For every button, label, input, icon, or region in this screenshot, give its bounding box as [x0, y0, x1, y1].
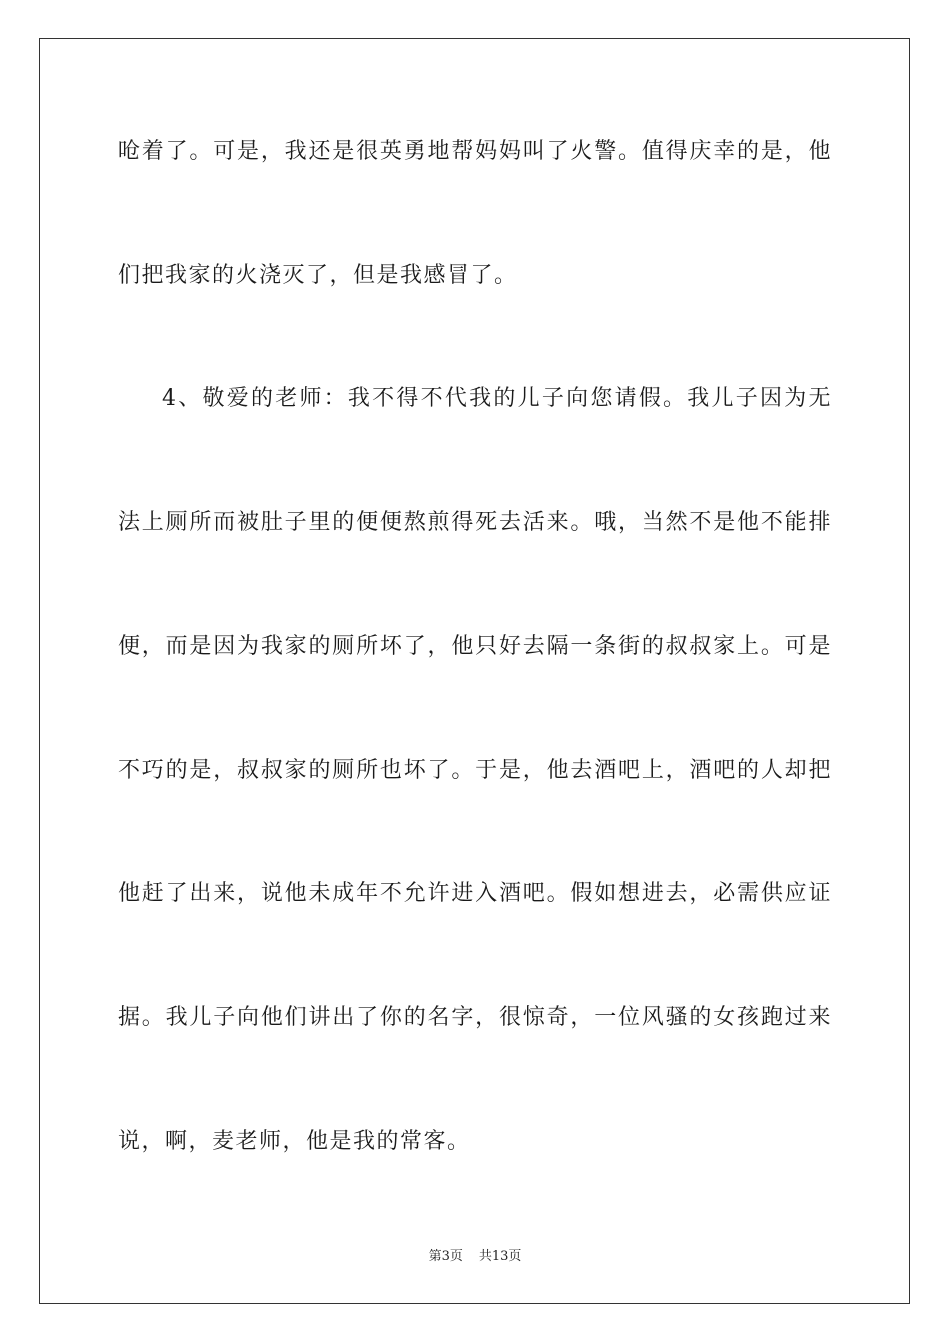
page-frame: [39, 38, 910, 1304]
page-total: 共13页: [478, 1249, 522, 1264]
text-line: 便，而是因为我家的厕所坏了，他只好去隔一条街的叔叔家上。可是: [118, 634, 832, 659]
text-line: 法上厕所而被肚子里的便便熬煎得死去活来。哦，当然不是他不能排: [118, 510, 832, 535]
text-line: 们把我家的火浇灭了，但是我感冒了。: [118, 263, 518, 288]
text-line: 呛着了。可是，我还是很英勇地帮妈妈叫了火警。值得庆幸的是，他: [118, 139, 832, 164]
text-line-paragraph-start: 4、敬爱的老师：我不得不代我的儿子向您请假。我儿子因为无: [162, 386, 832, 411]
text-line: 说，啊，麦老师，他是我的常客。: [118, 1129, 471, 1154]
text-line: 不巧的是，叔叔家的厕所也坏了。于是，他去酒吧上，酒吧的人却把: [118, 758, 832, 783]
page-number: 第3页: [428, 1249, 463, 1264]
text-line: 他赶了出来，说他未成年不允许进入酒吧。假如想进去，必需供应证: [118, 881, 832, 906]
page-footer: [0, 1249, 950, 1265]
text-line: 据。我儿子向他们讲出了你的名字，很惊奇，一位风骚的女孩跑过来: [118, 1005, 832, 1030]
